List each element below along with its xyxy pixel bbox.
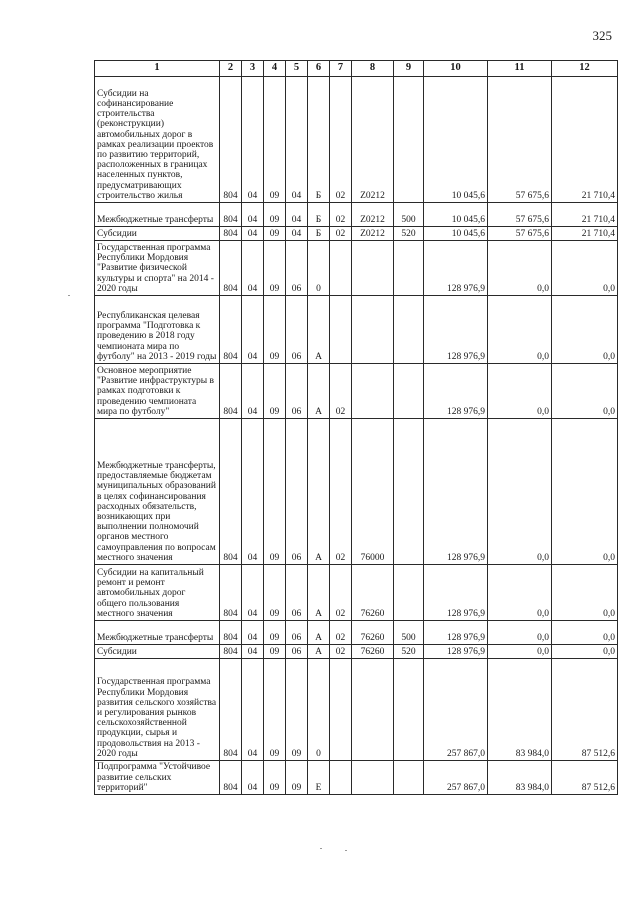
code-col-3: 04 [242, 659, 264, 761]
code-col-2: 804 [220, 203, 242, 227]
code-col-7: 02 [330, 227, 352, 241]
code-col-7: 02 [330, 77, 352, 203]
code-col-4: 09 [264, 419, 286, 565]
code-col-5: 09 [286, 761, 308, 795]
code-col-4: 09 [264, 621, 286, 645]
code-col-2: 804 [220, 419, 242, 565]
amount-col-12: 87 512,6 [552, 659, 618, 761]
budget-table [94, 60, 618, 795]
code-col-8 [352, 296, 394, 364]
table-row [95, 565, 618, 621]
amount-col-10: 257 867,0 [424, 659, 488, 761]
amount-col-10: 10 045,6 [424, 203, 488, 227]
column-header: 8 [352, 61, 394, 77]
code-col-9: 520 [394, 645, 424, 659]
amount-col-10: 128 976,9 [424, 364, 488, 419]
amount-col-12: 0,0 [552, 565, 618, 621]
code-col-4: 09 [264, 364, 286, 419]
code-col-6: А [308, 621, 330, 645]
code-col-9 [394, 419, 424, 565]
amount-col-11: 83 984,0 [488, 659, 552, 761]
code-col-4: 09 [264, 761, 286, 795]
row-description: Межбюджетные трансферты, предоставляемые бюджетам муниципальных образований в целях софинансирования расходных обязательств, возникающих при выполнении полномочий органов местного самоуправления по вопросам местного значения [95, 419, 220, 565]
code-col-2: 804 [220, 645, 242, 659]
code-col-8: 76260 [352, 645, 394, 659]
code-col-5: 04 [286, 227, 308, 241]
code-col-9 [394, 296, 424, 364]
code-col-2: 804 [220, 659, 242, 761]
code-col-7: 02 [330, 621, 352, 645]
amount-col-11: 0,0 [488, 645, 552, 659]
code-col-5: 09 [286, 659, 308, 761]
code-col-3: 04 [242, 241, 264, 296]
amount-col-11: 57 675,6 [488, 77, 552, 203]
code-col-9 [394, 77, 424, 203]
table-row [95, 645, 618, 659]
code-col-2: 804 [220, 364, 242, 419]
code-col-7 [330, 241, 352, 296]
column-header: 12 [552, 61, 618, 77]
amount-col-12: 0,0 [552, 364, 618, 419]
amount-col-11: 0,0 [488, 621, 552, 645]
code-col-7: 02 [330, 419, 352, 565]
code-col-6: А [308, 296, 330, 364]
code-col-3: 04 [242, 296, 264, 364]
code-col-5: 06 [286, 296, 308, 364]
code-col-3: 04 [242, 203, 264, 227]
code-col-7: 02 [330, 203, 352, 227]
code-col-4: 09 [264, 203, 286, 227]
code-col-9 [394, 761, 424, 795]
code-col-9: 500 [394, 203, 424, 227]
column-header: 10 [424, 61, 488, 77]
amount-col-10: 128 976,9 [424, 621, 488, 645]
code-col-7: 02 [330, 364, 352, 419]
amount-col-10: 128 976,9 [424, 241, 488, 296]
code-col-8: Z0212 [352, 77, 394, 203]
amount-col-12: 0,0 [552, 296, 618, 364]
code-col-9 [394, 659, 424, 761]
table-row [95, 419, 618, 565]
page-number: 325 [592, 28, 612, 43]
code-col-5: 06 [286, 364, 308, 419]
code-col-9 [394, 364, 424, 419]
code-col-5: 04 [286, 77, 308, 203]
amount-col-12: 0,0 [552, 419, 618, 565]
header-row [95, 61, 618, 77]
scan-speck [320, 848, 322, 849]
table-row [95, 364, 618, 419]
row-description: Субсидии на софинансирование строительства (реконструкции) автомобильных дорог в рамках реализации проектов по развитию территорий, расположенных в границах населенных пунктов, предусматривающих строительство жилья [95, 77, 220, 203]
column-header: 4 [264, 61, 286, 77]
code-col-6: Б [308, 227, 330, 241]
row-description: Субсидии на капитальный ремонт и ремонт автомобильных дорог общего пользования местного значения [95, 565, 220, 621]
code-col-4: 09 [264, 77, 286, 203]
table-body [95, 77, 618, 795]
code-col-5: 06 [286, 419, 308, 565]
row-description: Межбюджетные трансферты [95, 203, 220, 227]
table-row [95, 659, 618, 761]
table-row [95, 77, 618, 203]
table-row [95, 761, 618, 795]
amount-col-12: 87 512,6 [552, 761, 618, 795]
table-row [95, 621, 618, 645]
code-col-8: 76260 [352, 621, 394, 645]
column-header: 1 [95, 61, 220, 77]
code-col-6: А [308, 565, 330, 621]
amount-col-12: 21 710,4 [552, 203, 618, 227]
code-col-2: 804 [220, 621, 242, 645]
code-col-8 [352, 241, 394, 296]
code-col-9: 500 [394, 621, 424, 645]
code-col-5: 04 [286, 203, 308, 227]
amount-col-10: 10 045,6 [424, 227, 488, 241]
table-row [95, 227, 618, 241]
column-header: 3 [242, 61, 264, 77]
code-col-7 [330, 761, 352, 795]
amount-col-10: 128 976,9 [424, 645, 488, 659]
code-col-3: 04 [242, 565, 264, 621]
code-col-4: 09 [264, 659, 286, 761]
row-description: Государственная программа Республики Мордовия "Развитие физической культуры и спорта" на 2014 - 2020 годы [95, 241, 220, 296]
code-col-5: 06 [286, 645, 308, 659]
code-col-4: 09 [264, 565, 286, 621]
amount-col-11: 57 675,6 [488, 203, 552, 227]
amount-col-10: 128 976,9 [424, 419, 488, 565]
code-col-6: Б [308, 203, 330, 227]
row-description: Субсидии [95, 645, 220, 659]
amount-col-11: 0,0 [488, 241, 552, 296]
row-description: Основное мероприятие "Развитие инфраструктуры в рамках подготовки к проведению чемпионата мира по футболу" [95, 364, 220, 419]
code-col-3: 04 [242, 77, 264, 203]
row-description: Межбюджетные трансферты [95, 621, 220, 645]
amount-col-10: 128 976,9 [424, 565, 488, 621]
code-col-8: 76000 [352, 419, 394, 565]
code-col-3: 04 [242, 621, 264, 645]
code-col-6: А [308, 645, 330, 659]
code-col-2: 804 [220, 565, 242, 621]
scan-speck [345, 850, 347, 851]
code-col-5: 06 [286, 565, 308, 621]
table-row [95, 203, 618, 227]
amount-col-10: 128 976,9 [424, 296, 488, 364]
column-header: 6 [308, 61, 330, 77]
scan-speck [68, 295, 70, 296]
amount-col-11: 0,0 [488, 565, 552, 621]
code-col-8: Z0212 [352, 203, 394, 227]
amount-col-12: 0,0 [552, 645, 618, 659]
code-col-3: 04 [242, 227, 264, 241]
code-col-2: 804 [220, 296, 242, 364]
amount-col-11: 0,0 [488, 364, 552, 419]
code-col-9 [394, 565, 424, 621]
code-col-8 [352, 364, 394, 419]
code-col-4: 09 [264, 227, 286, 241]
code-col-6: А [308, 364, 330, 419]
code-col-8 [352, 659, 394, 761]
column-header: 9 [394, 61, 424, 77]
column-header: 2 [220, 61, 242, 77]
amount-col-11: 83 984,0 [488, 761, 552, 795]
column-header: 11 [488, 61, 552, 77]
row-description: Субсидии [95, 227, 220, 241]
amount-col-11: 0,0 [488, 419, 552, 565]
code-col-8: Z0212 [352, 227, 394, 241]
row-description: Подпрограмма "Устойчивое развитие сельских территорий" [95, 761, 220, 795]
row-description: Республиканская целевая программа "Подготовка к проведению в 2018 году чемпионата мира по футболу" на 2013 - 2019 годы [95, 296, 220, 364]
amount-col-12: 21 710,4 [552, 227, 618, 241]
code-col-7: 02 [330, 565, 352, 621]
code-col-6: Е [308, 761, 330, 795]
code-col-2: 804 [220, 241, 242, 296]
column-header: 7 [330, 61, 352, 77]
amount-col-12: 0,0 [552, 241, 618, 296]
code-col-6: 0 [308, 659, 330, 761]
amount-col-12: 0,0 [552, 621, 618, 645]
code-col-3: 04 [242, 364, 264, 419]
amount-col-12: 21 710,4 [552, 77, 618, 203]
amount-col-11: 0,0 [488, 296, 552, 364]
code-col-3: 04 [242, 645, 264, 659]
code-col-4: 09 [264, 645, 286, 659]
code-col-8 [352, 761, 394, 795]
code-col-8: 76260 [352, 565, 394, 621]
code-col-5: 06 [286, 621, 308, 645]
code-col-5: 06 [286, 241, 308, 296]
amount-col-11: 57 675,6 [488, 227, 552, 241]
code-col-2: 804 [220, 761, 242, 795]
column-header: 5 [286, 61, 308, 77]
code-col-9: 520 [394, 227, 424, 241]
table-row [95, 241, 618, 296]
amount-col-10: 10 045,6 [424, 77, 488, 203]
amount-col-10: 257 867,0 [424, 761, 488, 795]
code-col-4: 09 [264, 296, 286, 364]
code-col-9 [394, 241, 424, 296]
code-col-7: 02 [330, 645, 352, 659]
code-col-7 [330, 296, 352, 364]
code-col-3: 04 [242, 419, 264, 565]
code-col-6: А [308, 419, 330, 565]
code-col-2: 804 [220, 77, 242, 203]
code-col-6: Б [308, 77, 330, 203]
code-col-2: 804 [220, 227, 242, 241]
table-row [95, 296, 618, 364]
code-col-4: 09 [264, 241, 286, 296]
code-col-7 [330, 659, 352, 761]
code-col-3: 04 [242, 761, 264, 795]
row-description: Государственная программа Республики Мордовия развития сельского хозяйства и регулирования рынков сельскохозяйственной продукции, сырья и продовольствия на 2013 - 2020 годы [95, 659, 220, 761]
code-col-6: 0 [308, 241, 330, 296]
